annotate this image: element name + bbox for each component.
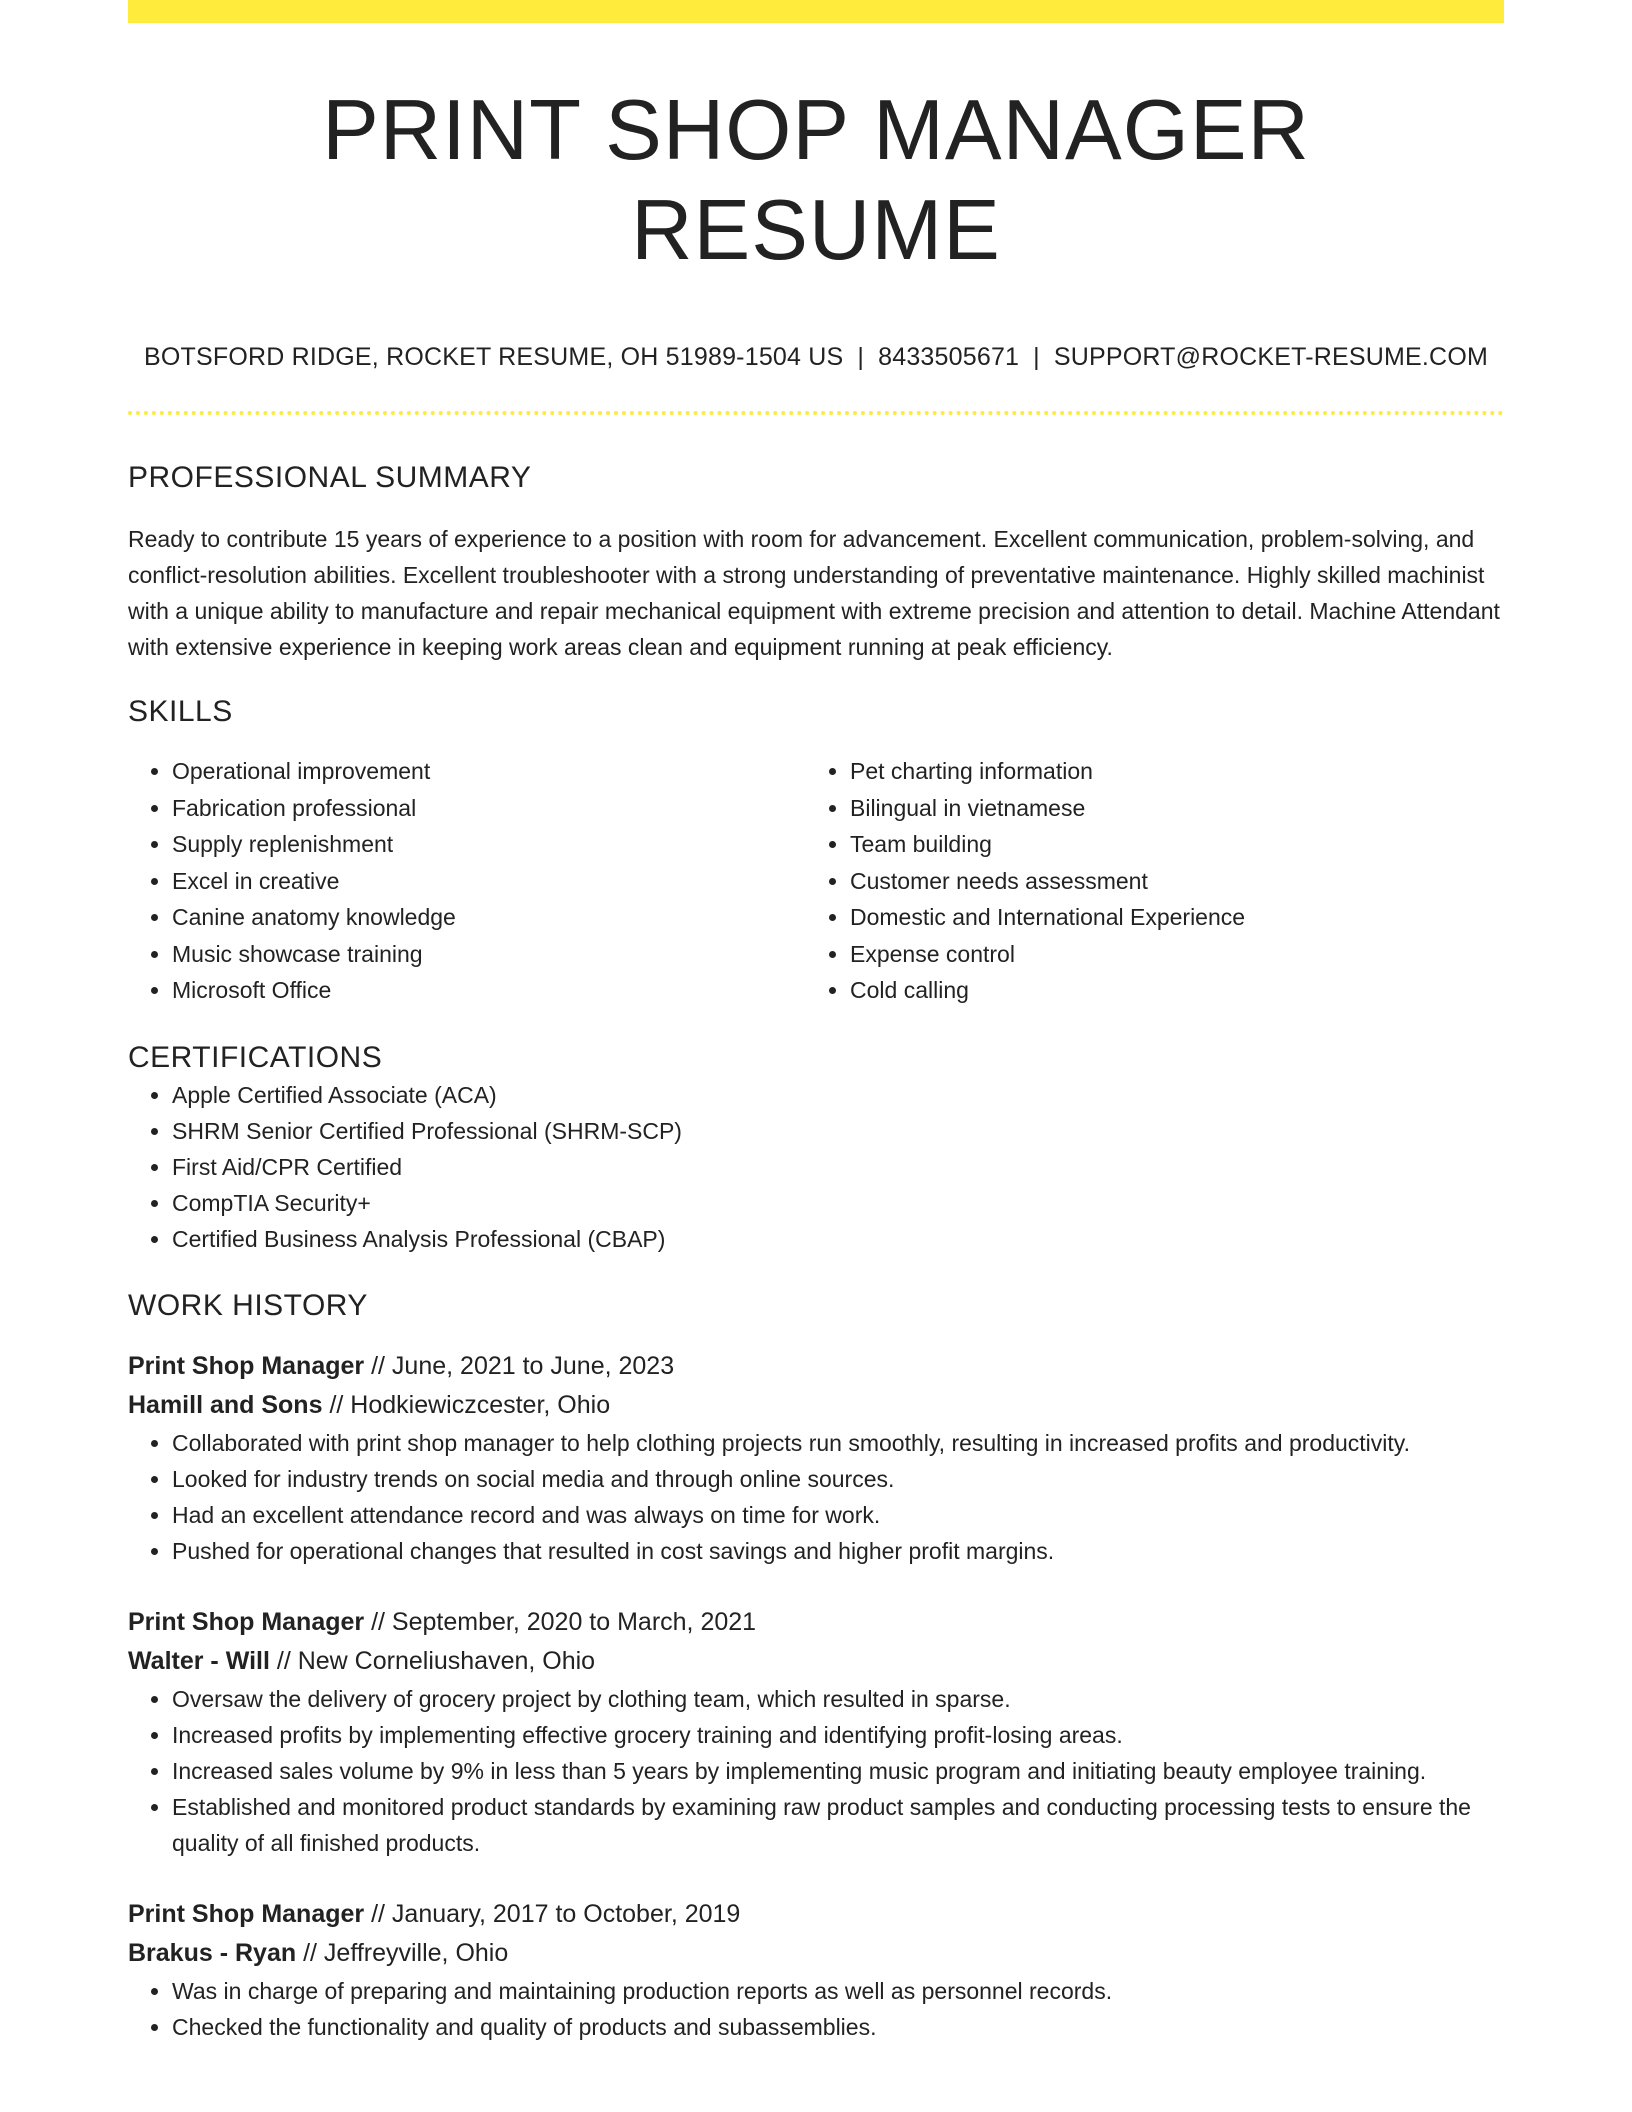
job-title-line xyxy=(128,1895,1504,1934)
top-accent-bar xyxy=(128,0,1504,23)
skill-item: • Bilingual in vietnamese xyxy=(850,790,1484,827)
resume-page xyxy=(128,0,1504,2045)
job-title: Print Shop Manager xyxy=(128,1351,365,1380)
job-company-line xyxy=(128,1934,1504,1973)
job-location: // Jeffreyville, Ohio xyxy=(303,1938,509,1967)
job-title-line xyxy=(128,1347,1504,1386)
job-title-line xyxy=(128,1603,1504,1642)
summary-heading: PROFESSIONAL SUMMARY xyxy=(128,461,532,494)
job-dates: // September, 2020 to March, 2021 xyxy=(371,1607,757,1636)
job-bullet: • Was in charge of preparing and maintaining production reports as well as personnel records. xyxy=(172,1973,1504,2009)
skill-item: • Customer needs assessment xyxy=(850,863,1484,900)
job-dates: // June, 2021 to June, 2023 xyxy=(371,1351,675,1380)
job-bullet: • Oversaw the delivery of grocery project by clothing team, which resulted in sparse. xyxy=(172,1681,1504,1717)
job-bullet: • Checked the functionality and quality of products and subassemblies. xyxy=(172,2009,1504,2045)
job-company: Brakus - Ryan xyxy=(128,1938,297,1967)
job-bullet: • Looked for industry trends on social media and through online sources. xyxy=(172,1461,1504,1497)
skill-item: • Music showcase training xyxy=(172,936,806,973)
job-bullet-list xyxy=(128,1681,1504,1861)
skill-item: • Cold calling xyxy=(850,972,1484,1009)
job-bullet: • Established and monitored product standards by examining raw product samples and conducting processing tests to ensure the quality of all finished products. xyxy=(172,1789,1504,1861)
skills-heading: SKILLS xyxy=(128,695,233,728)
skill-item: • Fabrication professional xyxy=(172,790,806,827)
certification-item: • Apple Certified Associate (ACA) xyxy=(172,1077,1504,1113)
job-bullet-list xyxy=(128,1425,1504,1569)
skill-item: • Canine anatomy knowledge xyxy=(172,899,806,936)
skill-item: • Pet charting information xyxy=(850,753,1484,790)
skill-item: • Domestic and International Experience xyxy=(850,899,1484,936)
certification-item: • CompTIA Security+ xyxy=(172,1185,1504,1221)
job-entry xyxy=(128,1895,1504,2045)
certification-item: • SHRM Senior Certified Professional (SHRM-SCP) xyxy=(172,1113,1504,1149)
job-company: Hamill and Sons xyxy=(128,1390,323,1419)
contact-line xyxy=(128,341,1504,373)
work-history-heading: WORK HISTORY xyxy=(128,1288,368,1322)
job-entry xyxy=(128,1603,1504,1861)
job-bullet-list xyxy=(128,1973,1504,2045)
skill-item: • Excel in creative xyxy=(172,863,806,900)
skill-item: • Expense control xyxy=(850,936,1484,973)
contact-separator: | xyxy=(1033,343,1040,371)
skill-item: • Team building xyxy=(850,826,1484,863)
job-bullet: • Collaborated with print shop manager to help clothing projects run smoothly, resulting in increased profits and productivity. xyxy=(172,1425,1504,1461)
job-company: Walter - Will xyxy=(128,1646,270,1675)
certifications-list xyxy=(128,1077,1504,1257)
job-location: // Hodkiewiczcester, Ohio xyxy=(329,1390,611,1419)
skills-column-right xyxy=(806,753,1484,1009)
certifications-heading: CERTIFICATIONS xyxy=(128,1040,383,1074)
job-dates: // January, 2017 to October, 2019 xyxy=(371,1899,741,1928)
job-company-line xyxy=(128,1386,1504,1425)
job-bullet: • Had an excellent attendance record and was always on time for work. xyxy=(172,1497,1504,1533)
skills-list-left xyxy=(128,753,806,1009)
job-bullet: • Increased profits by implementing effective grocery training and identifying profit-losing areas. xyxy=(172,1717,1504,1753)
job-company-line xyxy=(128,1642,1504,1681)
job-bullet: • Pushed for operational changes that resulted in cost savings and higher profit margins. xyxy=(172,1533,1504,1569)
skill-item: • Supply replenishment xyxy=(172,826,806,863)
skill-item: • Operational improvement xyxy=(172,753,806,790)
summary-text: Ready to contribute 15 years of experience to a position with room for advancement. Excellent communication, problem-solving, and conflict-resolution abilities. Excellent troubleshooter with a strong understanding of preventative maintenance. Highly skilled machinist with a unique ability to manufacture and repair mechanical equipment with extreme precision and attention to detail. Machine Attendant with extensive experience in keeping work areas clean and equipment running at peak efficiency. xyxy=(128,526,1500,660)
contact-email: SUPPORT@ROCKET-RESUME.COM xyxy=(1053,343,1488,371)
resume-title: PRINT SHOP MANAGER RESUME xyxy=(322,83,1310,278)
contact-address: BOTSFORD RIDGE, ROCKET RESUME, OH 51989-1504 US xyxy=(144,343,844,371)
certification-item: • Certified Business Analysis Professional (CBAP) xyxy=(172,1221,1504,1257)
job-entry xyxy=(128,1347,1504,1569)
contact-phone: 8433505671 xyxy=(878,343,1020,371)
skills-column-left xyxy=(128,753,806,1009)
skills-grid xyxy=(128,753,1504,1009)
certification-item: • First Aid/CPR Certified xyxy=(172,1149,1504,1185)
job-bullet: • Increased sales volume by 9% in less than 5 years by implementing music program and initiating beauty employee training. xyxy=(172,1753,1504,1789)
skills-list-right xyxy=(806,753,1484,1009)
dotted-divider xyxy=(128,411,1504,415)
job-location: // New Corneliushaven, Ohio xyxy=(276,1646,596,1675)
job-title: Print Shop Manager xyxy=(128,1899,365,1928)
skill-item: • Microsoft Office xyxy=(172,972,806,1009)
job-title: Print Shop Manager xyxy=(128,1607,365,1636)
contact-separator: | xyxy=(857,343,865,371)
